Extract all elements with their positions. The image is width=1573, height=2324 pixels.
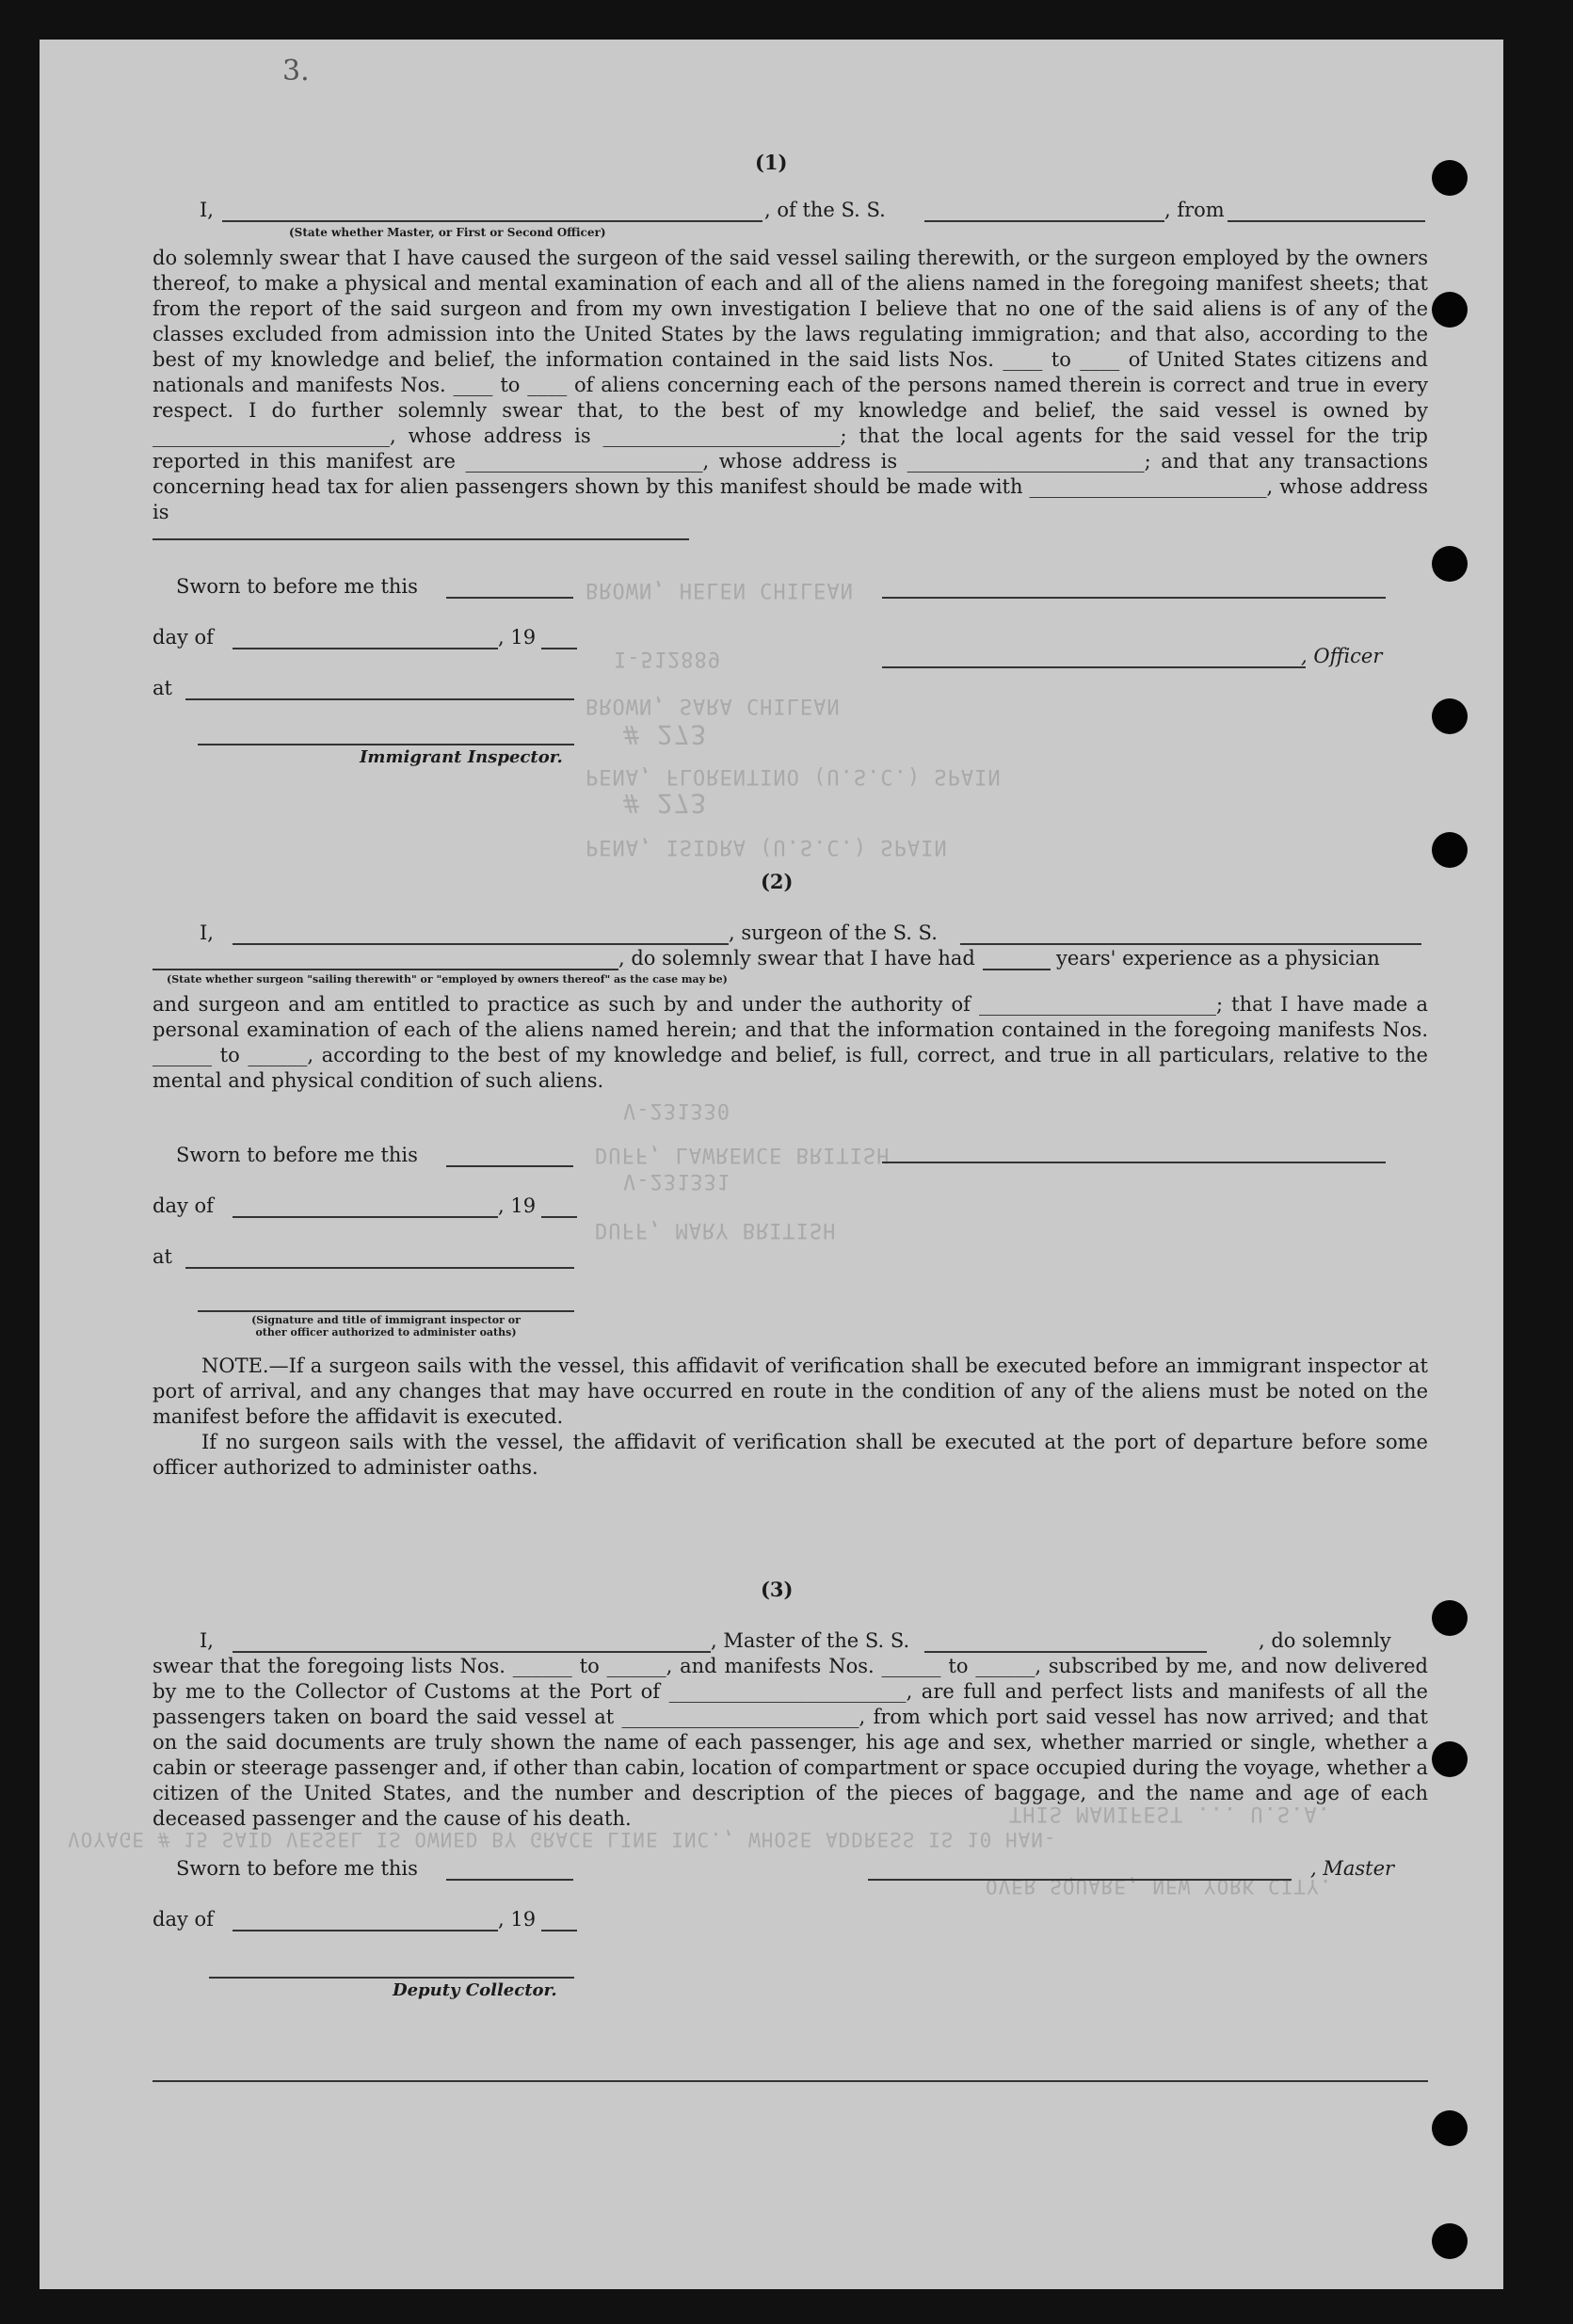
s1-ship-line <box>924 220 1164 222</box>
s3-do-solemnly: , do solemnly <box>1259 1629 1391 1652</box>
s2-i-prefix: I, <box>200 922 214 944</box>
s1-officer-line <box>222 220 762 222</box>
binder-hole <box>1432 2223 1468 2259</box>
s1-sworn-label: Sworn to before me this <box>176 575 418 598</box>
bleedthrough-text: BROWN, HELEN CHILEAN <box>586 578 854 601</box>
binder-hole <box>1432 1741 1468 1777</box>
binder-hole <box>1432 546 1468 582</box>
s3-collector-label: Deputy Collector. <box>393 1980 557 2000</box>
bleedthrough-text: BROWN, SARA CHILEAN <box>586 694 841 717</box>
s2-sworn-label: Sworn to before me this <box>176 1144 418 1166</box>
s3-day-line <box>233 1930 498 1931</box>
bleedthrough-text: OVER SQUARE, NEW YORK CITY. <box>986 1875 1333 1898</box>
s3-year-label: , 19 <box>498 1908 537 1931</box>
s2-years-line <box>983 969 1051 970</box>
s2-note-paragraph: NOTE.—If a surgeon sails with the vessel, this affidavit of verification shall be executed before an immigrant inspector at port of arrival, and any changes that may have occurred en route in the condition of any of the aliens must be noted on the manifest before the affidavit is executed. <box>152 1354 1428 1428</box>
s3-day-of-label: day of <box>152 1908 214 1931</box>
s2-surgeon-signature-line <box>882 1162 1386 1163</box>
bleedthrough-text: PENA, ISIDRA (U.S.C.) SPAIN <box>586 835 948 858</box>
s2-day-of-label: day of <box>152 1194 214 1217</box>
bleedthrough-text: THIS MANIFEST ... U.S.A. <box>1009 1802 1331 1825</box>
s2-year-line <box>541 1216 577 1218</box>
binder-hole <box>1432 698 1468 734</box>
s1-officer-line-2 <box>882 666 1306 668</box>
bleedthrough-text: # 273 <box>623 788 708 819</box>
s2-oath-paragraph: and surgeon and am entitled to practice as such by and under the authority of ________________________; that I have made a personal examination of each of the aliens named herein; and that the information contained in the foregoing manifests Nos. ______ to ______, according to the best of my knowledge and belief, is full, correct, and true in all particulars, relative to the mental and physical condition of such aliens. <box>152 993 1428 1092</box>
s1-year-label: , 19 <box>498 626 537 649</box>
s2-at-label: at <box>152 1245 172 1268</box>
s1-inspector-label: Immigrant Inspector. <box>360 747 563 767</box>
s1-address-line <box>152 538 689 540</box>
s3-oath-paragraph: swear that the foregoing lists Nos. ______ to ______, and manifests Nos. ______ to ______, subscribed by me, and now delivered by me to the Collector of Customs at the Port of ________________________, are full and perfect lists and manifests of all the passengers taken on board the said vessel at ________________________, from which port said vessel has now arrived; and that on the said documents are truly shown the name of each passenger, his age and sex, whether married or single, whether a cabin or steerage passenger and, if other than cabin, location of compartment or space occupied during the voyage, whether a citizen of the United States, and the number and description of the pieces of baggage, and the name and age of each deceased passenger and the cause of his death. <box>152 1655 1428 1830</box>
s2-surgeon-name-line <box>233 943 729 945</box>
s2-years: years' experience as a physician <box>1056 947 1380 970</box>
s1-year-line <box>541 648 577 649</box>
s3-collector-line <box>209 1977 574 1979</box>
binder-hole <box>1432 292 1468 328</box>
section-1-number: (1) <box>755 151 788 174</box>
bleedthrough-text: I-512889 <box>614 647 721 670</box>
s3-ship-line <box>924 1651 1207 1653</box>
bleedthrough-text: PENA, FLORENTINO (U.S.C.) SPAIN <box>586 764 1002 788</box>
section-2-number: (2) <box>761 870 794 893</box>
s3-master-label: , Master <box>1310 1857 1395 1880</box>
s3-master-of: , Master of the S. S. <box>711 1629 910 1652</box>
s1-at-label: at <box>152 677 172 699</box>
s2-status-line <box>152 969 618 970</box>
bleedthrough-text: DUFF, MARY BRITISH <box>595 1218 837 1242</box>
s1-oath-paragraph: do solemnly swear that I have caused the surgeon of the said vessel sailing therewith, or the surgeon employed by the owners thereof, to make a physical and mental examination of each and all of the aliens named in the foregoing manifest sheets; that from the report of the said surgeon and from my own investigation I believe that no one of the said aliens is of any of the classes excluded from admission into the United States by the laws regulating immigration; and that also, according to the best of my knowledge and belief, the information contained in the said lists Nos. ____ to ____ of United States citizens and nationals and manifests Nos. ____ to ____ of aliens concerning each of the persons named therein is correct and true in every respect. I do further solemnly swear that, to the best of my knowledge and belief, the said vessel is owned by ________________________, whose address is ________________________; that the local agents for the said vessel for the trip reported in this manifest are ________________________, whose address is ________________________; and that any transactions concerning head tax for alien passengers shown by this manifest should be made with ________________________, whose address is <box>152 247 1428 523</box>
page-number: 3. <box>282 55 310 88</box>
bleedthrough-text: VOYAGE # 15 SAID VESSEL IS OWNED BY GRACE LINE INC., WHOSE ADDRESS IS 10 HAN- <box>68 1828 1057 1851</box>
binder-hole <box>1432 2110 1468 2146</box>
s2-signature-caption-2: other officer authorized to administer oaths) <box>255 1326 517 1338</box>
s1-from-line <box>1228 220 1425 222</box>
s1-i-prefix: I, <box>200 199 214 221</box>
manifest-page <box>40 40 1503 2289</box>
s2-at-line <box>185 1267 574 1269</box>
binder-hole <box>1432 832 1468 868</box>
bleedthrough-text: V-231330 <box>623 1098 730 1122</box>
s2-signature-caption-1: (Signature and title of immigrant inspector or <box>251 1314 521 1326</box>
bottom-rule <box>152 2080 1428 2082</box>
bleedthrough-text: V-231331 <box>623 1169 730 1193</box>
s1-day-line <box>233 648 498 649</box>
s2-surgeon-of: , surgeon of the S. S. <box>729 922 938 944</box>
s3-i-prefix: I, <box>200 1629 214 1652</box>
section-3-number: (3) <box>761 1578 794 1601</box>
s3-master-signature-line <box>868 1879 1292 1881</box>
s1-officer-label: , Officer <box>1301 645 1383 667</box>
s2-inspector-line <box>198 1310 574 1312</box>
s2-status-caption: (State whether surgeon "sailing therewith" or "employed by owners thereof" as the case may be) <box>167 973 728 986</box>
s3-year-line <box>541 1930 577 1931</box>
s2-note-paragraph-2: If no surgeon sails with the vessel, the affidavit of verification shall be executed at the port of departure before some officer authorized to administer oaths. <box>152 1431 1428 1479</box>
s1-officer-caption: (State whether Master, or First or Second Officer) <box>289 226 606 239</box>
s3-master-name-line <box>233 1651 711 1653</box>
s1-officer-signature-line <box>882 597 1386 599</box>
s2-year-label: , 19 <box>498 1194 537 1217</box>
s1-of-ss: , of the S. S. <box>764 199 886 221</box>
binder-hole <box>1432 160 1468 196</box>
s3-sworn-label: Sworn to before me this <box>176 1857 418 1880</box>
bleedthrough-text: # 273 <box>623 719 708 750</box>
s1-sworn-line <box>446 597 573 599</box>
s1-inspector-line <box>198 744 574 745</box>
s2-swear: , do solemnly swear that I have had <box>618 947 975 970</box>
s2-day-line <box>233 1216 498 1218</box>
binder-hole <box>1432 1600 1468 1636</box>
bleedthrough-text: DUFF, LAWRENCE BRITISH <box>595 1143 891 1166</box>
s1-at-line <box>185 698 574 700</box>
s2-ship-line <box>960 943 1421 945</box>
s1-from: , from <box>1164 199 1225 221</box>
s2-sworn-line <box>446 1165 573 1167</box>
s3-sworn-line <box>446 1879 573 1881</box>
s1-day-of-label: day of <box>152 626 214 649</box>
